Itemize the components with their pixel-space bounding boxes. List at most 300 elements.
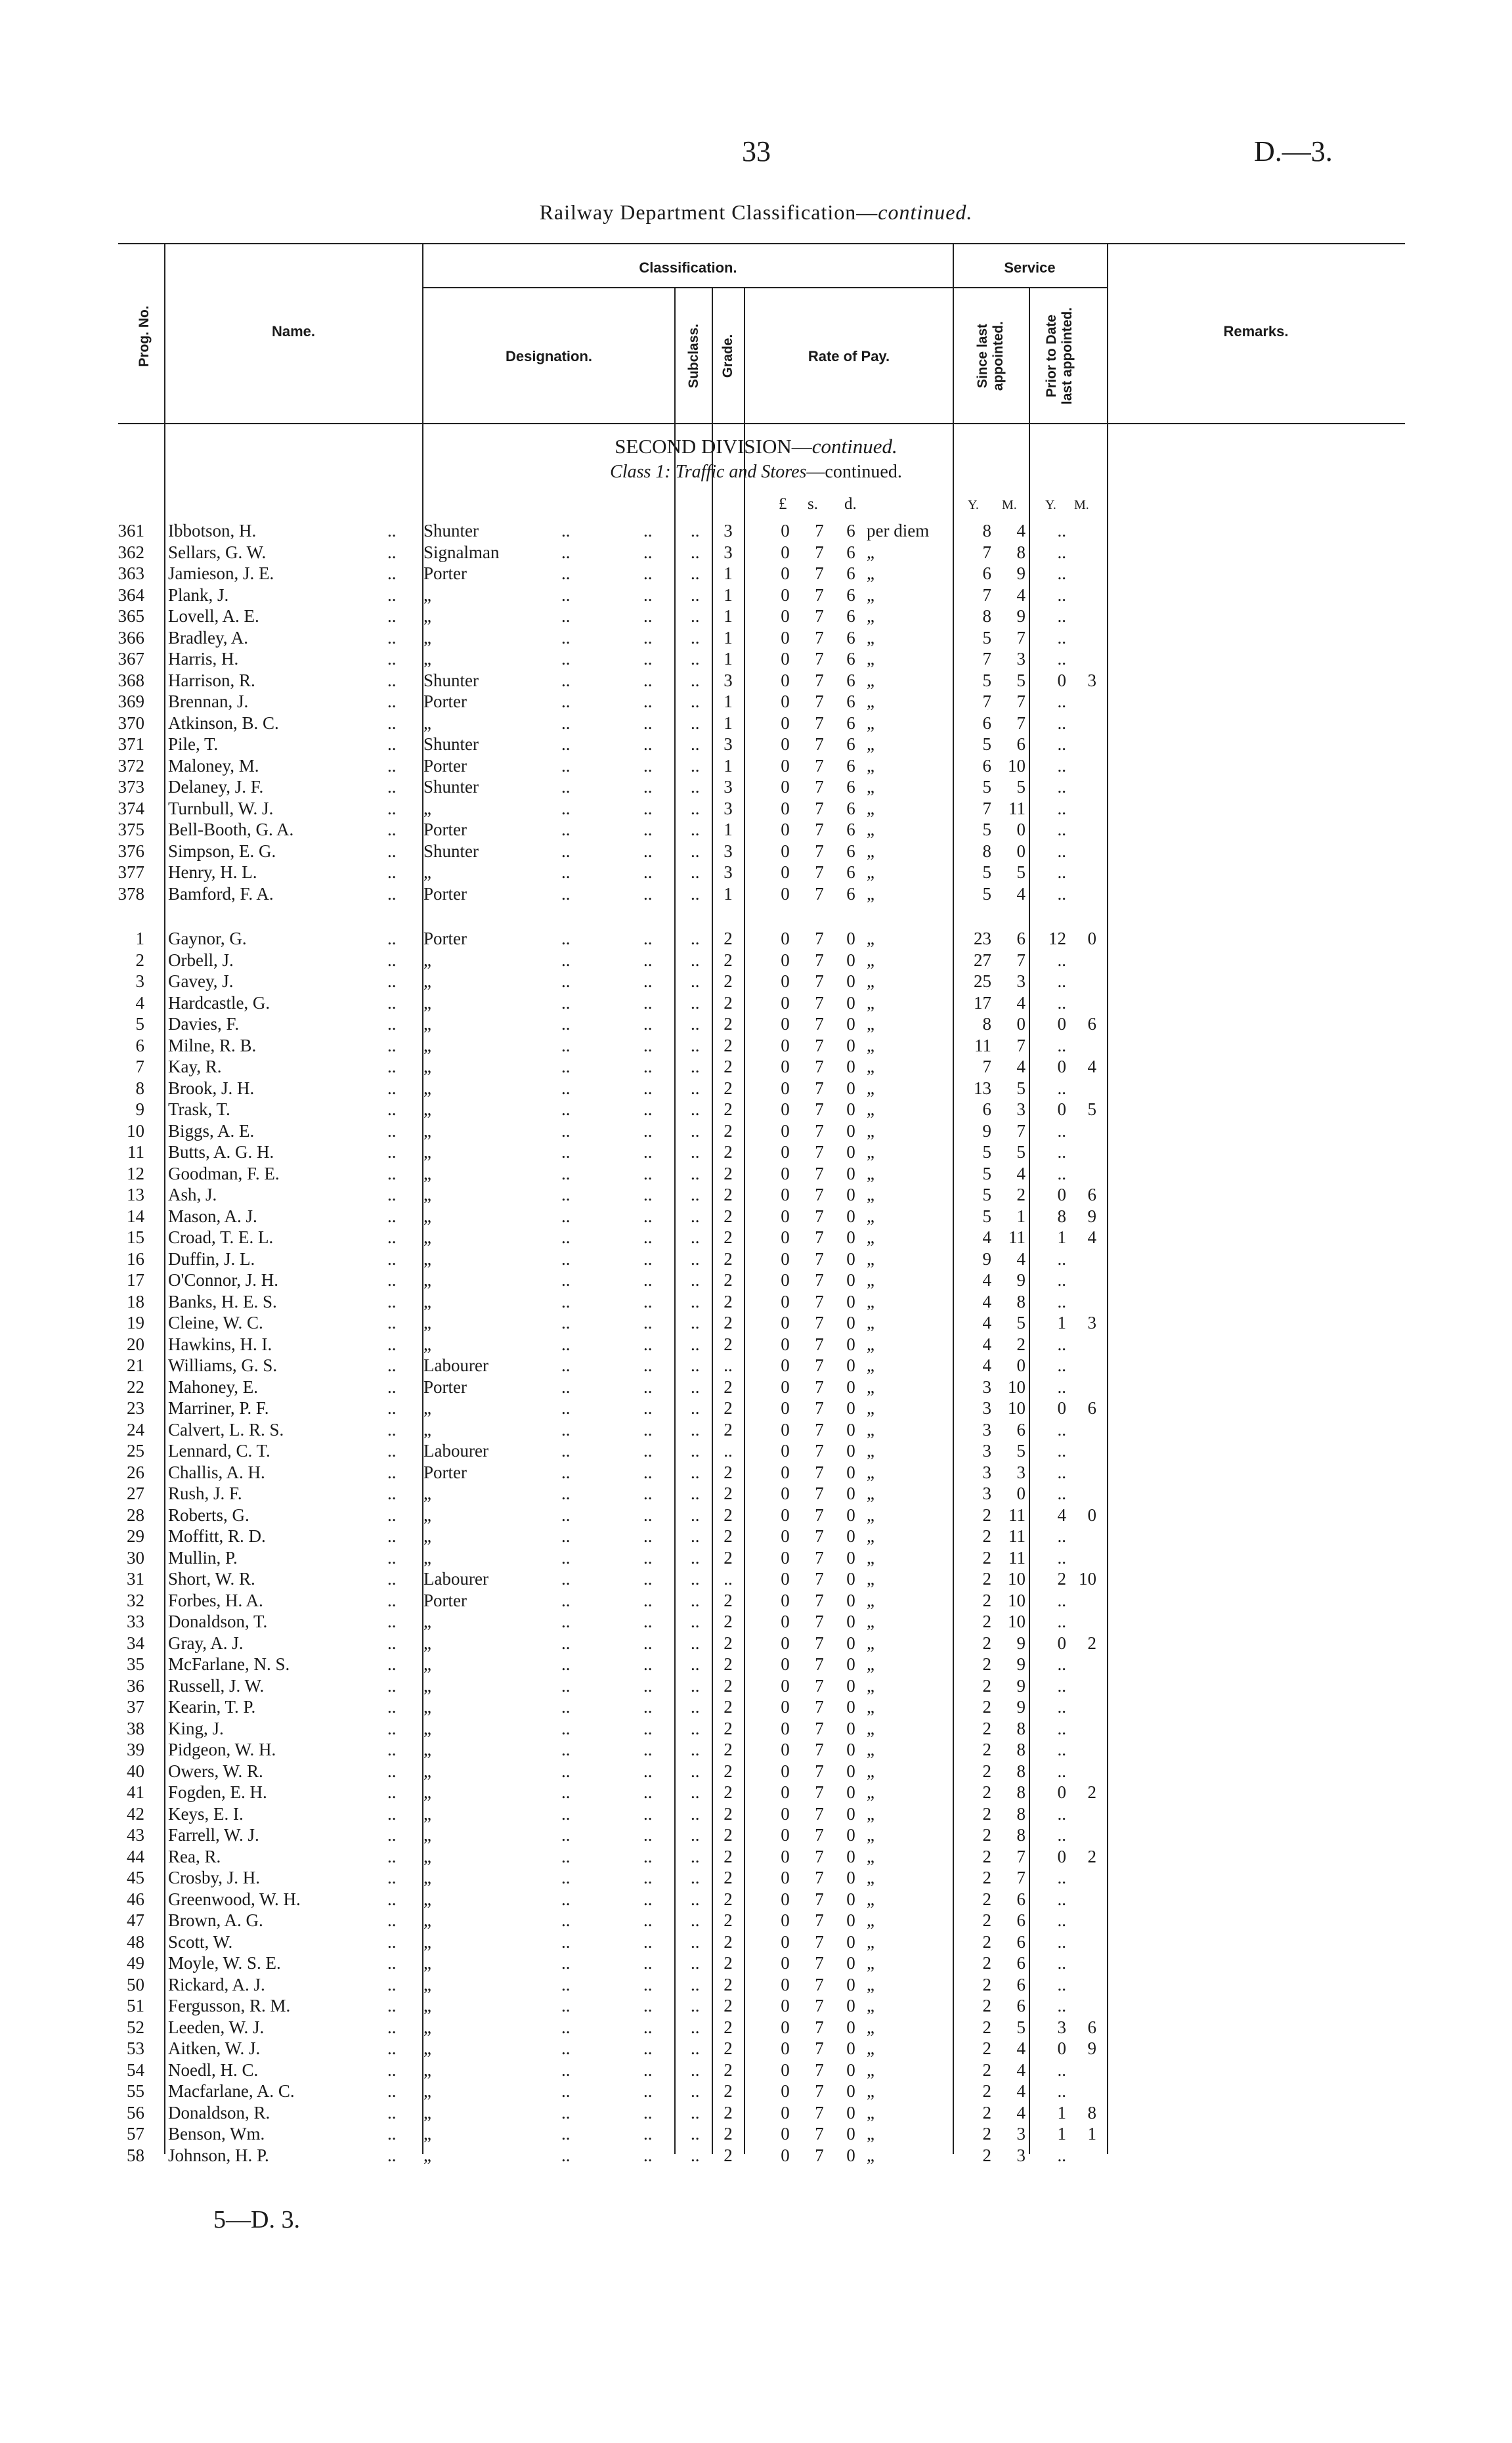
designation-leader: .. xyxy=(643,1313,653,1332)
grade: 1 xyxy=(724,713,733,733)
table-row xyxy=(0,1568,1512,1589)
pay-period: „ xyxy=(867,1334,875,1354)
subclass: .. xyxy=(691,1590,700,1610)
prior-months: 6 xyxy=(1087,1185,1096,1204)
table-row xyxy=(0,1590,1512,1611)
designation-leader: .. xyxy=(561,1142,571,1162)
name-leader: .. xyxy=(387,971,397,991)
table-row xyxy=(0,1761,1512,1782)
designation-leader: .. xyxy=(643,1035,653,1055)
grade: 2 xyxy=(724,1185,733,1204)
subclass: .. xyxy=(691,1441,700,1461)
since-months: 5 xyxy=(1016,1313,1026,1332)
name-leader: .. xyxy=(387,2145,397,2165)
prior-years: .. xyxy=(1057,584,1066,605)
table-row xyxy=(0,1889,1512,1910)
table-row xyxy=(0,1078,1512,1099)
employee-name: Pidgeon, W. H. xyxy=(168,1740,276,1759)
designation-leader: .. xyxy=(561,1740,571,1759)
employee-name: Brennan, J. xyxy=(168,692,249,711)
since-years: 2 xyxy=(982,1633,991,1653)
pay-pence: 6 xyxy=(846,820,855,839)
designation-leader: .. xyxy=(561,1633,571,1653)
designation-leader: .. xyxy=(643,2124,653,2144)
pay-pence: 0 xyxy=(846,1803,855,1824)
grade: 2 xyxy=(724,1270,733,1290)
grade: 1 xyxy=(724,820,733,839)
pay-pence: 0 xyxy=(846,1014,855,1034)
prog-number: 25 xyxy=(127,1441,144,1461)
pay-pounds: 0 xyxy=(781,1035,790,1055)
prior-years: .. xyxy=(1057,2145,1066,2165)
pay-shillings: 7 xyxy=(815,755,824,776)
designation-leader: .. xyxy=(643,627,653,648)
pay-period: „ xyxy=(867,1803,875,1824)
pay-period: „ xyxy=(867,670,875,690)
employee-name: Maloney, M. xyxy=(168,755,259,776)
table-row xyxy=(0,1099,1512,1120)
name-leader: .. xyxy=(387,798,397,818)
prior-years: .. xyxy=(1057,1740,1066,1759)
designation-leader: .. xyxy=(561,670,571,690)
since-years: 2 xyxy=(982,1675,991,1696)
designation: „ xyxy=(423,1313,431,1332)
name-leader: .. xyxy=(387,2059,397,2080)
grade: 2 xyxy=(724,1803,733,1824)
pay-pounds: 0 xyxy=(781,1462,790,1482)
since-months: 4 xyxy=(1016,1057,1026,1076)
pay-pounds: 0 xyxy=(781,2038,790,2058)
since-months: 7 xyxy=(1016,713,1026,733)
prior-years: .. xyxy=(1057,649,1066,669)
table-row xyxy=(0,2145,1512,2166)
subclass: .. xyxy=(691,2038,700,2058)
unit-shillings: s. xyxy=(808,495,818,513)
prior-years: .. xyxy=(1057,692,1066,711)
employee-name: Rickard, A. J. xyxy=(168,1974,265,1994)
designation: Shunter xyxy=(423,734,479,754)
pay-pence: 0 xyxy=(846,1910,855,1930)
prior-years: .. xyxy=(1057,755,1066,776)
grade: 2 xyxy=(724,2038,733,2058)
pay-shillings: 7 xyxy=(815,2081,824,2101)
designation-leader: .. xyxy=(643,1505,653,1525)
name-leader: .. xyxy=(387,1612,397,1631)
pay-period: „ xyxy=(867,798,875,818)
since-months: 10 xyxy=(1008,1376,1026,1397)
prior-years: .. xyxy=(1057,1910,1066,1930)
employee-name: Cleine, W. C. xyxy=(168,1313,263,1332)
designation: „ xyxy=(423,1803,431,1824)
pay-period: „ xyxy=(867,1376,875,1397)
class-heading xyxy=(0,462,1512,483)
designation: „ xyxy=(423,1057,431,1076)
name-leader: .. xyxy=(387,1398,397,1418)
since-months: 4 xyxy=(1016,2081,1026,2101)
prior-years: 0 xyxy=(1057,1398,1066,1418)
employee-name: Sellars, G. W. xyxy=(168,542,267,562)
employee-name: Gavey, J. xyxy=(168,971,234,991)
designation-leader: .. xyxy=(561,971,571,991)
prog-number: 11 xyxy=(127,1142,144,1162)
designation: „ xyxy=(423,1697,431,1717)
since-years: 7 xyxy=(982,798,991,818)
subclass: .. xyxy=(691,2102,700,2123)
pay-pence: 0 xyxy=(846,929,855,948)
designation: „ xyxy=(423,1270,431,1290)
since-years: 2 xyxy=(982,1931,991,1952)
prior-months: 9 xyxy=(1087,2038,1096,2058)
designation-leader: .. xyxy=(561,1803,571,1824)
since-last-text: Since last appointed. xyxy=(975,320,1006,391)
grade: 2 xyxy=(724,1227,733,1247)
pay-period: „ xyxy=(867,1846,875,1866)
employee-name: Aitken, W. J. xyxy=(168,2038,261,2058)
since-months: 8 xyxy=(1016,1803,1026,1824)
designation: Labourer xyxy=(423,1569,488,1589)
table-row xyxy=(0,670,1512,691)
subclass: .. xyxy=(691,1697,700,1717)
pay-pence: 0 xyxy=(846,1740,855,1759)
grade: 2 xyxy=(724,2124,733,2144)
employee-name: Jamieson, J. E. xyxy=(168,563,274,583)
prog-number: 46 xyxy=(127,1889,144,1909)
pay-pence: 0 xyxy=(846,2081,855,2101)
grade: 3 xyxy=(724,841,733,861)
subclass: .. xyxy=(691,2124,700,2144)
prior-years: .. xyxy=(1057,971,1066,991)
pay-shillings: 7 xyxy=(815,1740,824,1759)
since-years: 2 xyxy=(982,1846,991,1866)
grade: 2 xyxy=(724,2145,733,2165)
since-years: 5 xyxy=(982,627,991,648)
subclass: .. xyxy=(691,1846,700,1866)
designation-leader: .. xyxy=(561,2038,571,2058)
name-leader: .. xyxy=(387,1057,397,1076)
since-years: 6 xyxy=(982,713,991,733)
grade: 2 xyxy=(724,1996,733,2015)
since-months: 5 xyxy=(1016,1142,1026,1162)
header-bottom-rule xyxy=(118,423,1405,424)
pay-period: „ xyxy=(867,1270,875,1290)
subclass: .. xyxy=(691,563,700,583)
name-leader: .. xyxy=(387,2102,397,2123)
table-row xyxy=(0,1505,1512,1526)
pay-period: „ xyxy=(867,542,875,562)
prior-years: .. xyxy=(1057,820,1066,839)
designation: „ xyxy=(423,1419,431,1440)
prior-years: 4 xyxy=(1057,1505,1066,1525)
name-leader: .. xyxy=(387,862,397,882)
name-leader: .. xyxy=(387,1163,397,1183)
prog-number: 20 xyxy=(127,1334,144,1354)
name-leader: .. xyxy=(387,1996,397,2015)
subclass: .. xyxy=(691,1996,700,2015)
grade: 2 xyxy=(724,1142,733,1162)
pay-pounds: 0 xyxy=(781,1313,790,1332)
grade: 1 xyxy=(724,692,733,711)
designation: „ xyxy=(423,1035,431,1055)
since-months: 4 xyxy=(1016,521,1026,540)
employee-name: Ash, J. xyxy=(168,1185,217,1204)
designation-leader: .. xyxy=(561,1441,571,1461)
pay-shillings: 7 xyxy=(815,1313,824,1332)
prog-number: 364 xyxy=(118,584,144,605)
pay-shillings: 7 xyxy=(815,1398,824,1418)
pay-pounds: 0 xyxy=(781,820,790,839)
table-row xyxy=(0,1355,1512,1376)
since-years: 13 xyxy=(974,1078,991,1098)
pay-period: „ xyxy=(867,1740,875,1759)
prior-years: 12 xyxy=(1048,929,1066,948)
prior-months: 2 xyxy=(1087,1782,1096,1802)
employee-name: Goodman, F. E. xyxy=(168,1163,280,1183)
employee-name: Scott, W. xyxy=(168,1931,233,1952)
designation: Porter xyxy=(423,755,467,776)
prior-years: .. xyxy=(1057,862,1066,882)
prior-months: 6 xyxy=(1087,1014,1096,1034)
pay-period: per diem xyxy=(867,521,930,540)
name-leader: .. xyxy=(387,1740,397,1759)
prior-years: .. xyxy=(1057,1889,1066,1909)
since-years: 9 xyxy=(982,1120,991,1141)
pay-pence: 0 xyxy=(846,1612,855,1631)
pay-pence: 0 xyxy=(846,1227,855,1247)
subclass: .. xyxy=(691,1313,700,1332)
grade: 2 xyxy=(724,1248,733,1269)
pay-pounds: 0 xyxy=(781,1868,790,1887)
pay-pence: 0 xyxy=(846,1334,855,1354)
pay-pence: 0 xyxy=(846,1782,855,1802)
grade: 3 xyxy=(724,777,733,797)
designation-leader: .. xyxy=(561,713,571,733)
designation-leader: .. xyxy=(643,1120,653,1141)
pay-shillings: 7 xyxy=(815,584,824,605)
prog-number: 23 xyxy=(127,1398,144,1418)
grade: 2 xyxy=(724,1718,733,1738)
employee-name: Keys, E. I. xyxy=(168,1803,244,1824)
table-row xyxy=(0,992,1512,1013)
since-months: 0 xyxy=(1016,841,1026,861)
pay-pence: 0 xyxy=(846,1761,855,1781)
prior-months: 2 xyxy=(1087,1846,1096,1866)
designation-leader: .. xyxy=(643,1974,653,1994)
employee-name: Roberts, G. xyxy=(168,1505,249,1525)
pay-pence: 0 xyxy=(846,1248,855,1269)
table-row xyxy=(0,1910,1512,1931)
since-years: 2 xyxy=(982,1697,991,1717)
subclass: .. xyxy=(691,606,700,626)
designation-leader: .. xyxy=(643,1633,653,1653)
pay-period: „ xyxy=(867,950,875,970)
since-months: 5 xyxy=(1016,1078,1026,1098)
pay-shillings: 7 xyxy=(815,2038,824,2058)
name-leader: .. xyxy=(387,563,397,583)
table-row xyxy=(0,734,1512,755)
designation: Shunter xyxy=(423,670,479,690)
designation-leader: .. xyxy=(561,627,571,648)
name-leader: .. xyxy=(387,755,397,776)
prog-number: 50 xyxy=(127,1974,144,1994)
table-row xyxy=(0,971,1512,992)
designation-leader: .. xyxy=(561,1996,571,2015)
name-leader: .. xyxy=(387,1227,397,1247)
pay-pounds: 0 xyxy=(781,1569,790,1589)
subclass: .. xyxy=(691,521,700,540)
classification-rule xyxy=(423,287,953,288)
employee-name: Kearin, T. P. xyxy=(168,1697,256,1717)
pay-pence: 0 xyxy=(846,2038,855,2058)
pay-shillings: 7 xyxy=(815,2017,824,2037)
pay-pounds: 0 xyxy=(781,1547,790,1568)
pay-pounds: 0 xyxy=(781,841,790,861)
since-years: 2 xyxy=(982,1718,991,1738)
designation: „ xyxy=(423,971,431,991)
pay-pence: 0 xyxy=(846,971,855,991)
designation-leader: .. xyxy=(643,950,653,970)
name-leader: .. xyxy=(387,1120,397,1141)
prior-years: .. xyxy=(1057,883,1066,904)
subclass: .. xyxy=(691,1185,700,1204)
designation-leader: .. xyxy=(643,1846,653,1866)
pay-pounds: 0 xyxy=(781,1846,790,1866)
grade: 1 xyxy=(724,606,733,626)
name-leader: .. xyxy=(387,692,397,711)
prog-number: 365 xyxy=(118,606,144,626)
designation-leader: .. xyxy=(561,2124,571,2144)
designation-leader: .. xyxy=(643,1740,653,1759)
pay-pence: 0 xyxy=(846,2102,855,2123)
pay-shillings: 7 xyxy=(815,1185,824,1204)
table-row xyxy=(0,1782,1512,1803)
designation-leader: .. xyxy=(643,1889,653,1909)
prog-number: 17 xyxy=(127,1270,144,1290)
designation: „ xyxy=(423,1206,431,1226)
prog-number: 15 xyxy=(127,1227,144,1247)
designation-leader: .. xyxy=(561,1120,571,1141)
prior-years: .. xyxy=(1057,1803,1066,1824)
designation-leader: .. xyxy=(643,1227,653,1247)
subclass: .. xyxy=(691,1569,700,1589)
designation: „ xyxy=(423,1547,431,1568)
since-months: 4 xyxy=(1016,584,1026,605)
prog-number: 39 xyxy=(127,1740,144,1759)
grade: 2 xyxy=(724,1868,733,1887)
grade: 2 xyxy=(724,1419,733,1440)
since-years: 2 xyxy=(982,1612,991,1631)
pay-pence: 0 xyxy=(846,2059,855,2080)
prog-number: 9 xyxy=(135,1099,144,1119)
since-years: 2 xyxy=(982,2081,991,2101)
since-months: 7 xyxy=(1016,692,1026,711)
grade: 2 xyxy=(724,2081,733,2101)
name-leader: .. xyxy=(387,1803,397,1824)
pay-period: „ xyxy=(867,627,875,648)
prog-number: 29 xyxy=(127,1526,144,1546)
designation: „ xyxy=(423,1996,431,2015)
since-years: 5 xyxy=(982,883,991,904)
table-row xyxy=(0,1718,1512,1739)
designation: „ xyxy=(423,2145,431,2165)
designation: „ xyxy=(423,1675,431,1696)
designation-leader: .. xyxy=(561,820,571,839)
employee-name: Leeden, W. J. xyxy=(168,2017,265,2037)
subclass: .. xyxy=(691,1654,700,1674)
prior-years: .. xyxy=(1057,1142,1066,1162)
designation: Signalman xyxy=(423,542,500,562)
subclass: .. xyxy=(691,649,700,669)
pay-pounds: 0 xyxy=(781,521,790,540)
since-months: 7 xyxy=(1016,1846,1026,1866)
grade: 2 xyxy=(724,1654,733,1674)
employee-name: Gray, A. J. xyxy=(168,1633,244,1653)
since-years: 3 xyxy=(982,1484,991,1503)
since-years: 2 xyxy=(982,1889,991,1909)
pay-period: „ xyxy=(867,1910,875,1930)
page-title xyxy=(0,200,1512,225)
designation-leader: .. xyxy=(561,1099,571,1119)
prior-years: .. xyxy=(1057,1761,1066,1781)
designation-leader: .. xyxy=(643,713,653,733)
pay-pence: 0 xyxy=(846,2017,855,2037)
designation-leader: .. xyxy=(561,584,571,605)
employee-name: Marriner, P. F. xyxy=(168,1398,269,1418)
pay-shillings: 7 xyxy=(815,971,824,991)
prog-number: 28 xyxy=(127,1505,144,1525)
designation-leader: .. xyxy=(561,841,571,861)
table-row xyxy=(0,520,1512,541)
pay-period: „ xyxy=(867,1398,875,1418)
pay-pence: 0 xyxy=(846,1825,855,1845)
pay-shillings: 7 xyxy=(815,1547,824,1568)
pay-pounds: 0 xyxy=(781,1740,790,1759)
since-months: 4 xyxy=(1016,992,1026,1013)
pay-pence: 0 xyxy=(846,1868,855,1887)
employee-name: Greenwood, W. H. xyxy=(168,1889,301,1909)
prior-months: 4 xyxy=(1087,1057,1096,1076)
pay-period: „ xyxy=(867,1974,875,1994)
prior-years: .. xyxy=(1057,521,1066,540)
prog-number: 361 xyxy=(118,521,144,540)
since-years: 11 xyxy=(974,1035,991,1055)
designation-leader: .. xyxy=(643,1569,653,1589)
since-months: 1 xyxy=(1016,1206,1026,1226)
name-leader: .. xyxy=(387,542,397,562)
page-number: 33 xyxy=(742,135,771,167)
prior-months: 6 xyxy=(1087,1398,1096,1418)
employee-name: Banks, H. E. S. xyxy=(168,1291,277,1311)
since-years: 2 xyxy=(982,2059,991,2080)
since-months: 10 xyxy=(1008,1569,1026,1589)
prior-months: 0 xyxy=(1087,1505,1096,1525)
grade: .. xyxy=(724,1355,733,1375)
designation-leader: .. xyxy=(561,1419,571,1440)
unit-pence: d. xyxy=(844,495,857,513)
designation: Porter xyxy=(423,692,467,711)
pay-period: „ xyxy=(867,1654,875,1674)
designation: Porter xyxy=(423,1462,467,1482)
unit-months-prior: M. xyxy=(1074,498,1089,512)
since-months: 6 xyxy=(1016,1889,1026,1909)
grade: 2 xyxy=(724,1035,733,1055)
name-leader: .. xyxy=(387,1868,397,1887)
since-years: 2 xyxy=(982,1910,991,1930)
since-months: 7 xyxy=(1016,1868,1026,1887)
pay-pounds: 0 xyxy=(781,734,790,754)
since-years: 7 xyxy=(982,692,991,711)
prog-number: 7 xyxy=(135,1057,144,1076)
designation: „ xyxy=(423,1484,431,1503)
